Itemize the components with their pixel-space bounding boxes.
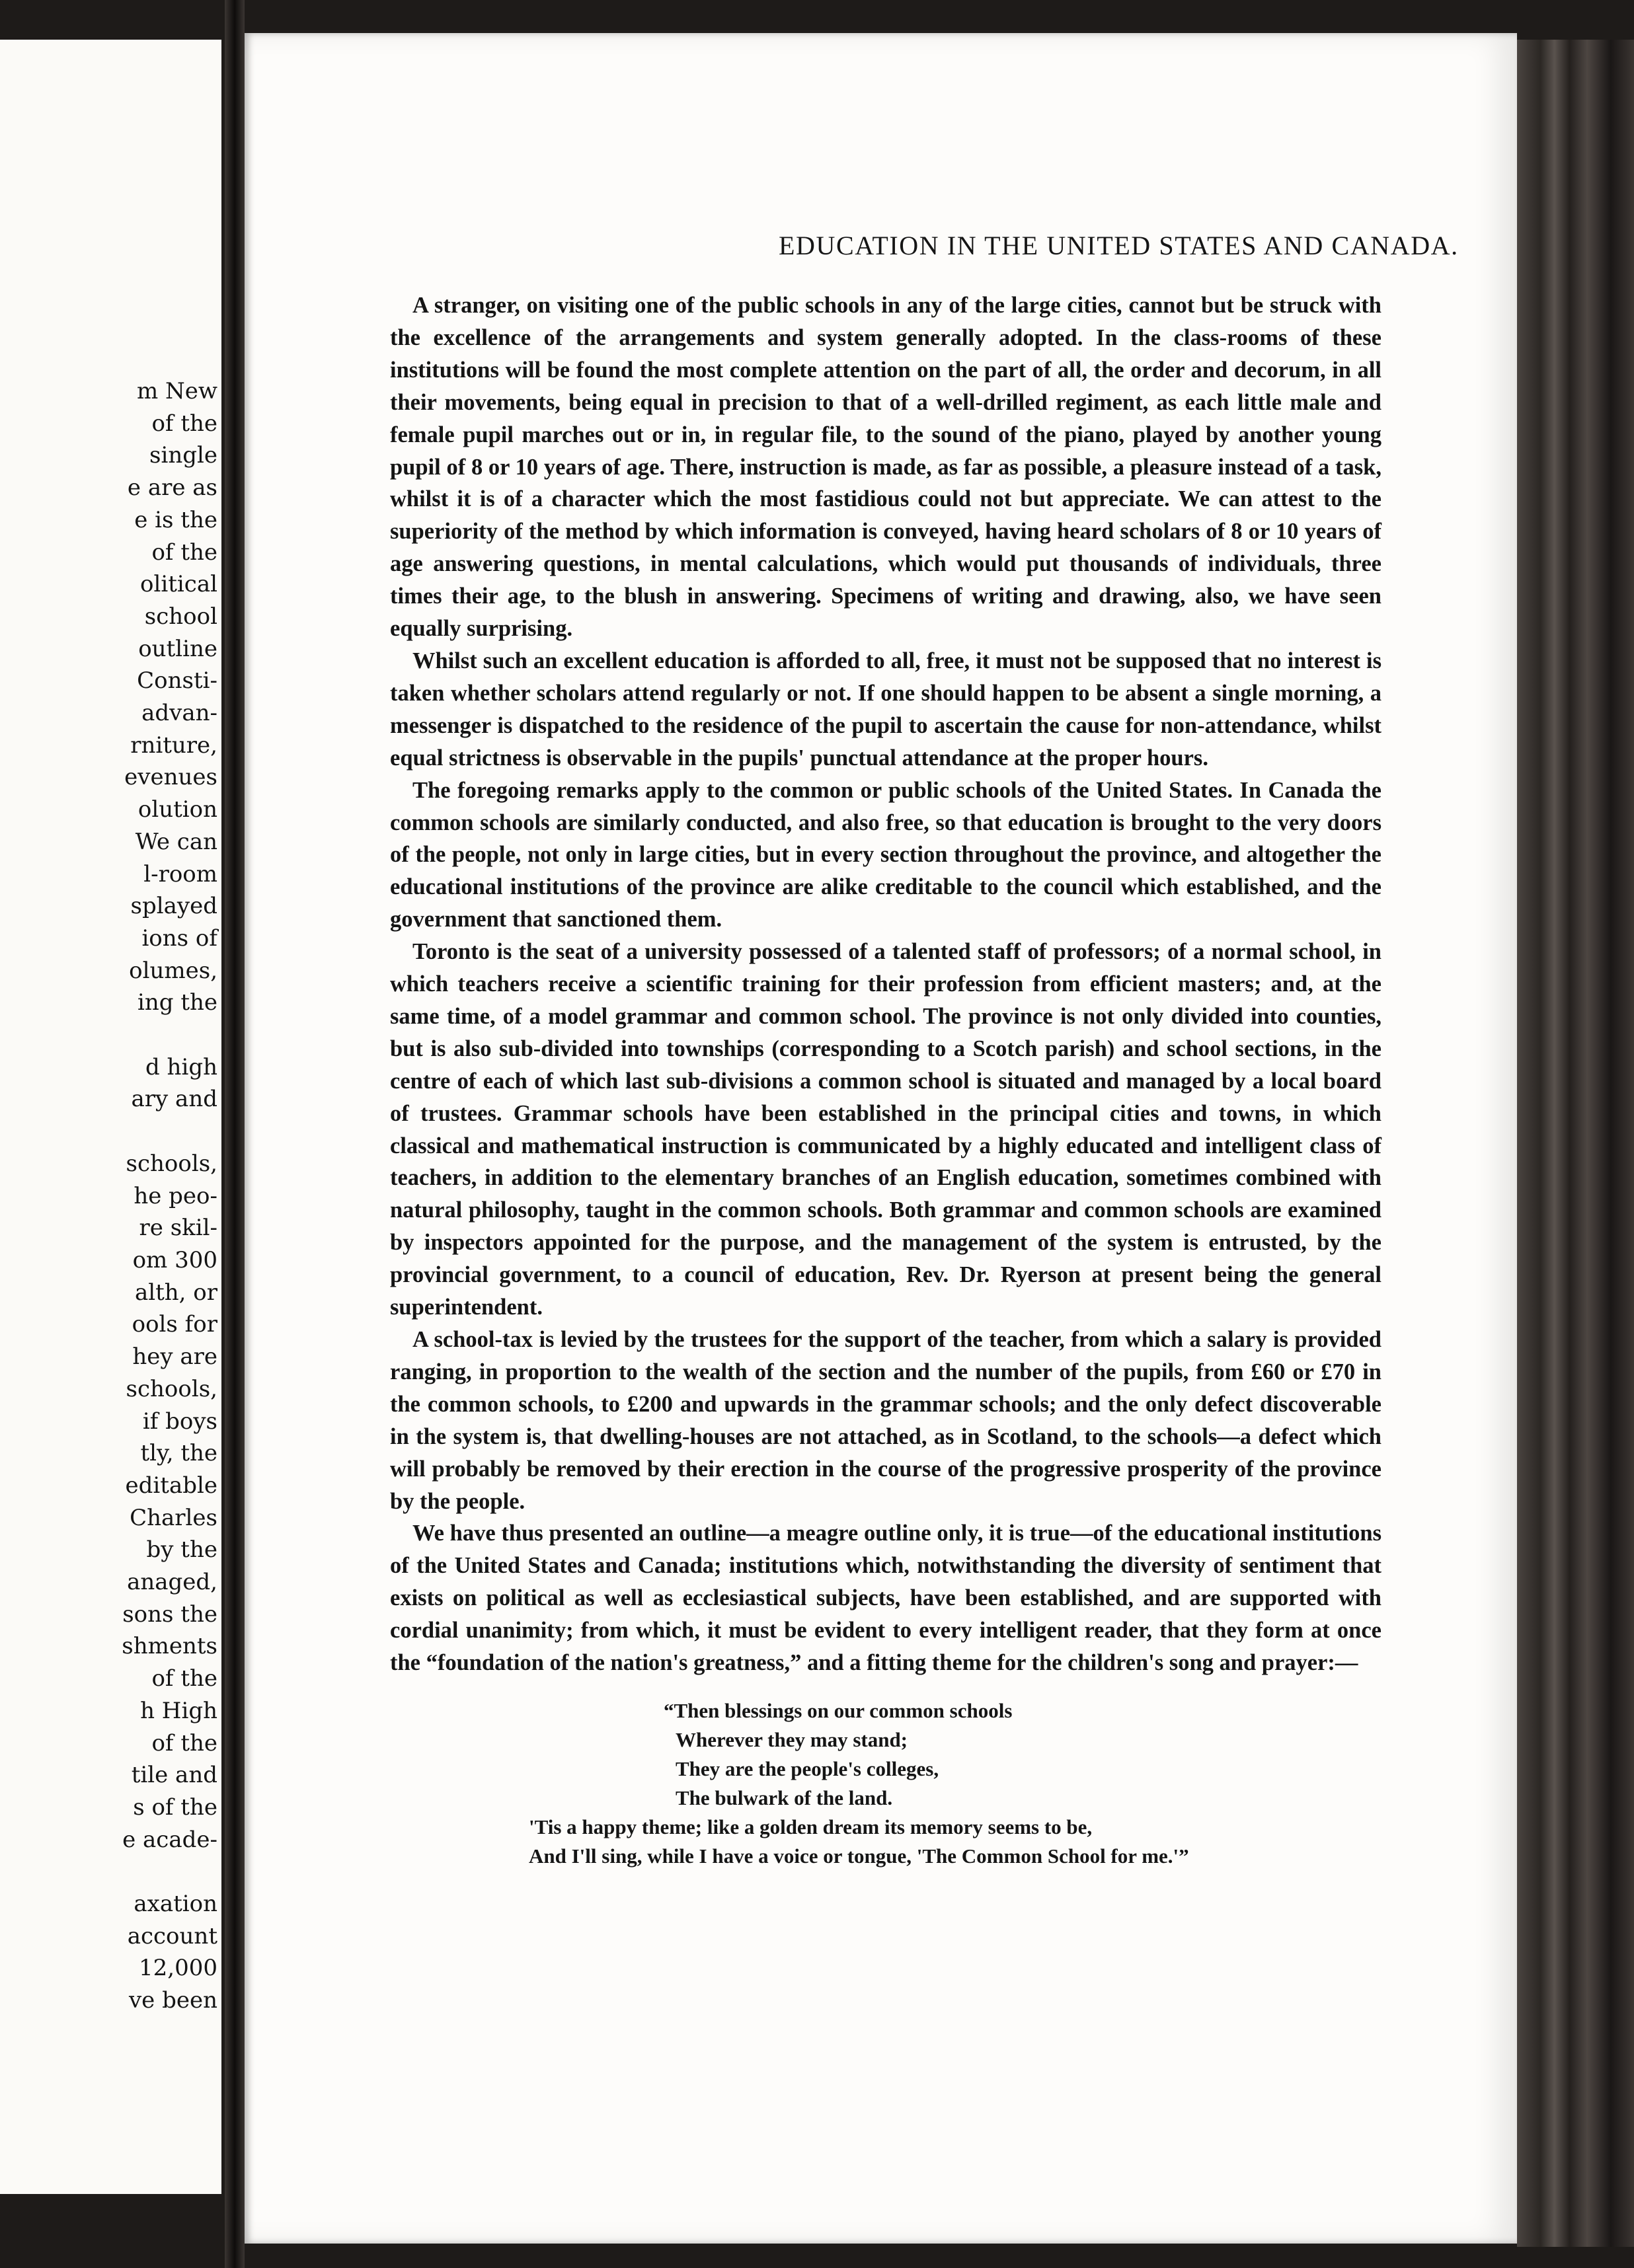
previous-page-line: advan- [141, 700, 217, 727]
previous-page-line: account [127, 1922, 217, 1949]
verse-line: They are the people's colleges, [676, 1757, 939, 1780]
verse-quotation [390, 1696, 1381, 1871]
previous-page-line: editable [125, 1472, 217, 1499]
previous-page-line: he peo- [134, 1182, 217, 1209]
previous-page-line: Consti- [137, 667, 217, 695]
previous-page-line: Charles [130, 1504, 217, 1531]
previous-page-line: sons the [122, 1601, 217, 1628]
previous-page-line [0, 1115, 217, 1148]
previous-page-line: school [144, 603, 217, 630]
previous-page-line: tly, the [140, 1440, 217, 1467]
verse-line: “Then blessings on our common schools [664, 1698, 1013, 1722]
paragraph: A stranger, on visiting one of the public schools in any of the large cities, cannot but be struck with the excellence of the arrangements and system generally adopted. In the class-rooms of these institutions will be found the most complete attention on the part of all, the order and decorum, in all their movements, being equal in precision to that of a well-drilled regiment, as each little male and female pupil marches out or in, in regular file, to the sound of the piano, played by another young pupil of 8 or 10 years of age. There, instruction is made, as far as possible, a pleasure instead of a task, whilst it is of a character which the most fastidious could not but appreciate. We can attest to the superiority of the method by which information is conveyed, having heard scholars of 8 or 10 years of age answering questions, in mental calculations, which would put thousands of individuals, three times their age, to the blush in answering. Specimens of writing and drawing, also, we have seen equally surprising. [390, 293, 1381, 642]
verse-line: The bulwark of the land. [676, 1786, 893, 1809]
previous-page-line: if boys [142, 1408, 217, 1435]
paragraph: Toronto is the seat of a university possessed of a talented staff of professors; of a normal school, in which teachers receive a scientific training for their profession from efficient masters; and, at the same time, of a model grammar and common school. The province is not only divided into counties, but is also sub-divided into townships (corresponding to a Scotch parish) and school sections, in the centre of each of which last sub-divisions a common school is situated and managed by a local board of trustees. Grammar schools have been established in the principal cities and towns, in which classical and mathematical instruction is communicated by a highly educated and intelligent class of teachers, in addition to the elementary branches of an English education, sometimes combined with natural philosophy, taught in the common schools. Both grammar and common schools are examined by inspectors appointed for the purpose, and the management of the system is entrusted, by the provincial government, to a council of education, Rev. Dr. Ryerson at present being the general superintendent. [390, 939, 1381, 1320]
previous-page-fragment [0, 40, 221, 2194]
previous-page-line: om 300 [132, 1246, 217, 1273]
previous-page-line: alth, or [134, 1279, 217, 1306]
previous-page-line: ary and [131, 1086, 217, 1113]
previous-page-line: m New [136, 378, 217, 404]
page [245, 33, 1517, 2244]
verse-line: And I'll sing, while I have a voice or tongue, 'The Common School for me.'” [529, 1844, 1189, 1868]
previous-page-line: rniture, [130, 732, 217, 759]
previous-page-line: ools for [132, 1311, 217, 1338]
running-title: EDUCATION IN THE UNITED STATES AND CANADA. [779, 231, 1459, 260]
previous-page-line: single [149, 442, 217, 469]
previous-page-line: splayed [130, 893, 217, 920]
previous-page-line: hey are [132, 1343, 217, 1371]
previous-page-line: of the [151, 539, 217, 566]
previous-page-line: olumes, [129, 957, 217, 984]
page-stack-edge [1517, 40, 1634, 2247]
previous-page-line: ions of [141, 925, 217, 952]
previous-page-line: schools, [126, 1375, 217, 1402]
previous-page-line: shments [122, 1633, 217, 1660]
previous-page-line: h High [140, 1697, 217, 1724]
previous-page-line: anaged, [127, 1569, 217, 1596]
previous-page-line: e acade- [122, 1826, 217, 1853]
verse-refrain [529, 1813, 1381, 1871]
verse-stanza [664, 1696, 1381, 1813]
previous-page-line [0, 1019, 217, 1051]
body-text [390, 289, 1381, 1871]
previous-page-line: olitical [140, 571, 217, 598]
previous-page-line: We can [135, 828, 217, 855]
previous-page-line: l-room [143, 860, 217, 888]
paragraph: The foregoing remarks apply to the common or public schools of the United States. In Canada the common schools are similarly conducted, and also free, so that education is brought to the very doors of the people, not only in large cities, but in every section throughout the province, and altogether the educational institutions of the province are alike creditable to the council which established, and the government that sanctioned them. [390, 777, 1381, 932]
previous-page-line: d high [145, 1053, 217, 1080]
previous-page-line: of the [151, 410, 217, 437]
previous-page-line: s of the [133, 1794, 217, 1821]
paragraph: Whilst such an excellent education is afforded to all, free, it must not be supposed that no interest is taken whether scholars attend regularly or not. If one should happen to be absent a single morning, a messenger is dispatched to the residence of the pupil to ascertain the cause for non-attendance, whilst equal strictness is observable in the pupils' punctual attendance at the proper hours. [390, 648, 1381, 771]
verse-line: 'Tis a happy theme; like a golden dream its memory seems to be, [529, 1815, 1093, 1838]
previous-page-line: of the [151, 1665, 217, 1692]
previous-page-line: olution [137, 796, 217, 823]
previous-page-line: ing the [137, 989, 217, 1016]
previous-page-line: axation [134, 1891, 217, 1918]
running-head [390, 230, 1626, 270]
previous-page-line: by the [146, 1536, 217, 1564]
previous-page-line: schools, [126, 1150, 217, 1177]
previous-page-line: evenues [124, 764, 217, 791]
book-gutter [225, 0, 245, 2268]
previous-page-line: 12,000 [139, 1955, 217, 1982]
paragraph: We have thus presented an outline—a meagre outline only, it is true—of the educational institutions of the United States and Canada; institutions which, notwithstanding the diversity of sentiment that exists on political as well as ecclesiastical subjects, have been established, and are supported with cordial unanimity; from which, it must be evident to every intelligent reader, that they form at once the “foundation of the nation's greatness,” and a fitting theme for the children's song and prayer:— [390, 1521, 1381, 1676]
previous-page-line: re skil- [139, 1215, 217, 1242]
previous-page-line: ve been [128, 1987, 217, 2014]
previous-page-line: of the [151, 1729, 217, 1757]
previous-page-line: outline [138, 635, 217, 662]
paragraph: A school-tax is levied by the trustees for the support of the teacher, from which a salary is provided ranging, in proportion to the wealth of the section and the number of the pupils, from £60 or £70 in the common schools, to £200 and upwards in the grammar schools; and the only defect discoverable in the system is, that dwelling-houses are not attached, as in Scotland, to the schools—a defect which will probably be removed by their erection in the course of the progressive prosperity of the province by the people. [390, 1327, 1381, 1514]
previous-page-line: e are as [127, 474, 217, 502]
previous-page-line: tile and [131, 1762, 217, 1789]
previous-page-line [0, 1856, 217, 1888]
verse-line: Wherever they may stand; [676, 1727, 908, 1751]
previous-page-line-endings [0, 375, 217, 2017]
previous-page-line: e is the [134, 506, 217, 533]
